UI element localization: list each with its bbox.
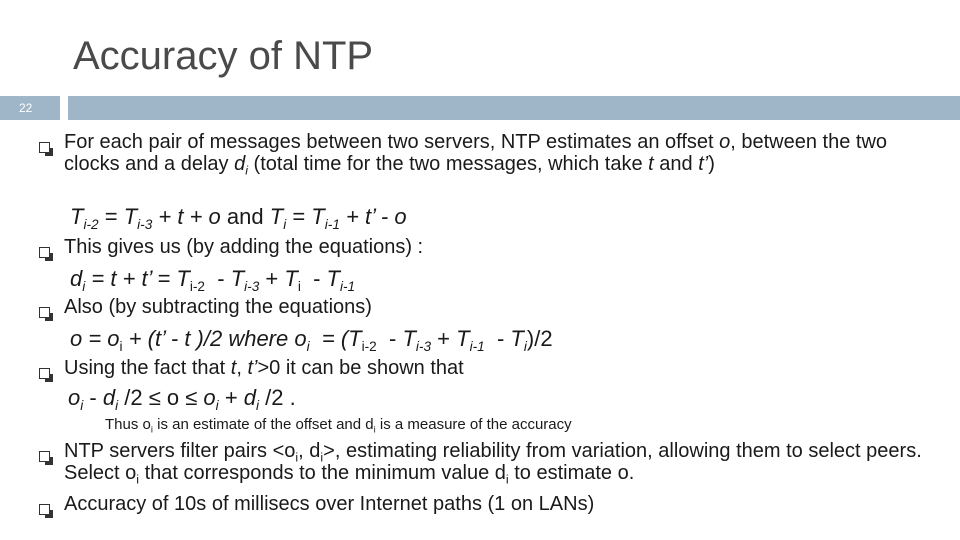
var-o: o	[719, 131, 731, 153]
subscript: i-2	[189, 278, 206, 294]
eq-segment: +	[259, 266, 285, 291]
text-segment: (total time for the two messages, which take	[248, 153, 649, 175]
bullet-icon	[39, 307, 50, 318]
var-T: T	[456, 326, 470, 351]
subscript: i	[306, 338, 310, 354]
sub-bullet-accuracy	[105, 416, 572, 433]
eq-segment: + (t’ - t )/2 where	[122, 326, 295, 351]
text-segment: is a measure of the accuracy	[375, 416, 572, 433]
var-T: T	[402, 326, 416, 351]
subscript: i-2	[83, 216, 99, 232]
subscript: i	[283, 216, 287, 232]
var-T: T	[230, 266, 245, 291]
bullet-adding: This gives us (by adding the equations) :	[64, 236, 424, 258]
bullet-filter-pairs	[64, 440, 944, 487]
subscript: i	[505, 472, 509, 487]
eq-segment: +	[431, 326, 457, 351]
text-segment: and	[653, 153, 699, 175]
var-T: T	[70, 204, 84, 229]
text-segment: to estimate o.	[508, 462, 635, 484]
subscript: i	[215, 397, 219, 413]
text-segment: >, estimating reliability from variation, allowing them to select peers. Select o	[64, 440, 922, 484]
text-segment: )	[708, 153, 715, 175]
var-d: d	[70, 266, 83, 291]
var-o: o	[68, 385, 81, 410]
subscript: i	[256, 397, 260, 413]
text-segment: , d	[298, 440, 321, 462]
eq-segment: =	[286, 204, 312, 229]
eq-segment: -	[376, 326, 403, 351]
eq-segment: o = o	[70, 326, 120, 351]
eq-segment: =	[98, 204, 124, 229]
bullet-icon	[39, 504, 50, 515]
eq-segment: -	[484, 326, 511, 351]
subscript: i-3	[244, 278, 260, 294]
subscript: i	[320, 450, 324, 465]
var-T: T	[326, 266, 340, 291]
text-segment: NTP servers filter pairs <o	[64, 440, 296, 462]
subscript: i-2	[361, 338, 377, 354]
eq-segment: /2 .	[259, 385, 296, 410]
subscript: i	[373, 424, 376, 435]
subscript: i-1	[339, 278, 356, 294]
var-T: T	[284, 266, 298, 291]
bullet-subtracting: Also (by subtracting the equations)	[64, 296, 372, 318]
text-segment: , between the two clocks and a delay	[64, 131, 888, 175]
eq-segment: + t + o	[152, 204, 221, 229]
equation-1	[70, 204, 407, 230]
eq-segment: )/2	[526, 326, 553, 351]
var-t-prime: t’	[247, 357, 258, 379]
eq-segment: /2 ≤ o ≤	[118, 385, 204, 410]
text-segment: that corresponds to the minimum value d	[139, 462, 506, 484]
bullet-icon	[39, 142, 50, 153]
eq-segment: = t + t’ =	[85, 266, 177, 291]
equation-4	[68, 385, 296, 411]
var-T: T	[311, 204, 325, 229]
subscript: i	[297, 278, 301, 294]
eq-segment: and	[220, 204, 270, 229]
bullet-icon	[39, 451, 50, 462]
text-segment: >0 it can be shown that	[257, 357, 464, 379]
var-T: T	[123, 204, 138, 229]
var-t: t	[648, 153, 654, 175]
subscript: i-1	[324, 216, 340, 232]
subscript: i	[150, 424, 153, 435]
var-T: T	[176, 266, 190, 291]
var-T: T	[510, 326, 524, 351]
text-segment: For each pair of messages between two servers, NTP estimates an offset	[64, 131, 720, 153]
subscript: i	[295, 450, 299, 465]
subscript: i	[136, 472, 140, 487]
equation-2	[70, 266, 355, 292]
eq-segment: + t’ - o	[339, 204, 407, 229]
eq-segment: -	[83, 385, 103, 410]
text-segment: Using the fact that	[64, 357, 231, 379]
slide-title: Accuracy of NTP	[73, 34, 374, 78]
bullet-icon	[39, 247, 50, 258]
subscript: i	[523, 338, 527, 354]
bullet-icon	[39, 368, 50, 379]
eq-segment: -	[205, 266, 231, 291]
eq-segment: +	[218, 385, 244, 410]
var-o: o	[203, 385, 216, 410]
subscript: i-1	[469, 338, 485, 354]
var-T: T	[348, 326, 362, 351]
eq-segment: -	[300, 266, 327, 291]
header-divider-bar	[68, 96, 960, 120]
var-d: d	[243, 385, 257, 410]
subscript: i-3	[137, 216, 153, 232]
subscript: i	[82, 278, 86, 294]
bullet-offset-delay	[64, 131, 944, 178]
text-segment: Thus o	[105, 416, 151, 433]
var-T: T	[269, 204, 284, 229]
subscript: i-3	[415, 338, 432, 354]
subscript: i	[245, 163, 248, 178]
subscript: i	[115, 397, 119, 413]
var-d: d	[234, 153, 246, 175]
var-t-prime: t’	[698, 153, 709, 175]
subscript: i	[119, 338, 123, 354]
subscript: i	[80, 397, 84, 413]
text-segment: is an estimate of the offset and d	[152, 416, 374, 433]
text-segment: ,	[236, 357, 248, 379]
slide-number: 22	[19, 101, 33, 115]
bullet-using-fact	[64, 357, 944, 379]
var-o: o	[294, 326, 307, 351]
eq-segment: = (	[309, 326, 349, 351]
bullet-accuracy-internet: Accuracy of 10s of millisecs over Internet paths (1 on LANs)	[64, 493, 595, 515]
equation-3	[70, 326, 553, 352]
var-d: d	[102, 385, 116, 410]
var-t: t	[230, 357, 237, 379]
